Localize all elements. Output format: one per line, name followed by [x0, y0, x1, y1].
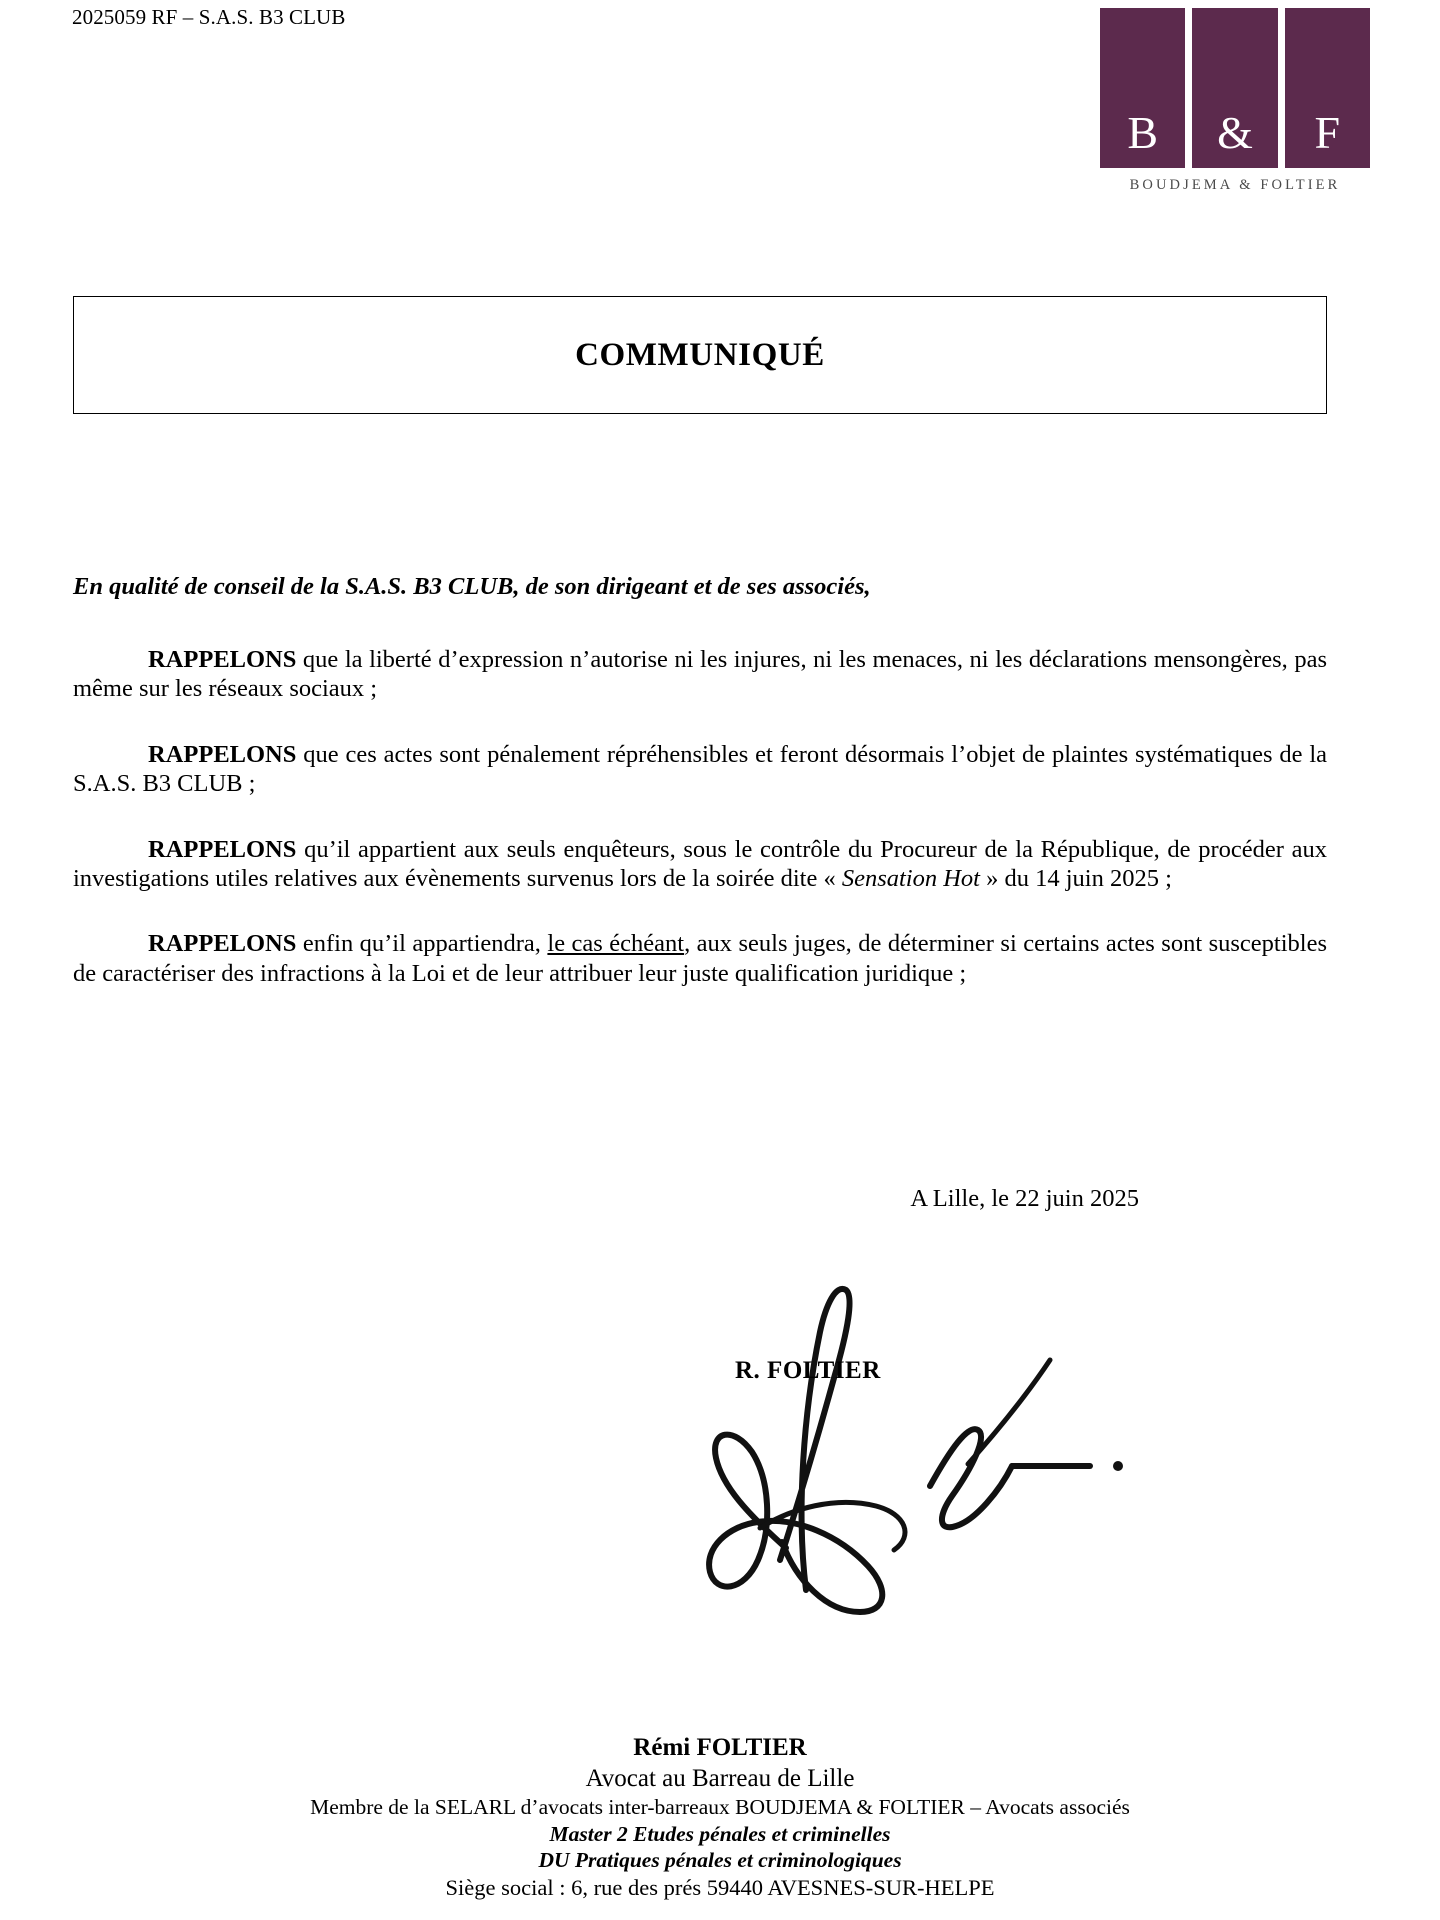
intro-paragraph: En qualité de conseil de la S.A.S. B3 CLUB, de son dirigeant et de ses associés, — [73, 573, 871, 600]
place-and-date: A Lille, le 22 juin 2025 — [910, 1185, 1139, 1212]
clause-1-lead: RAPPELONS — [148, 646, 297, 673]
clause-1 — [73, 645, 1327, 704]
document-footer — [0, 1732, 1440, 1902]
logo-bars — [1100, 8, 1370, 168]
footer-role: Avocat au Barreau de Lille — [585, 1765, 855, 1793]
footer-diploma-2: DU Pratiques pénales et criminologiques — [538, 1848, 902, 1873]
footer-membership: Membre de la SELARL d’avocats inter-barreaux BOUDJEMA & FOLTIER – Avocats associés — [310, 1795, 1130, 1820]
clause-4-lead: RAPPELONS — [148, 930, 297, 958]
clause-3 — [73, 835, 1327, 894]
document-header — [0, 0, 1440, 230]
logo-bar-amp — [1192, 8, 1277, 168]
clause-4-emphasis: le cas échéant — [547, 930, 685, 958]
footer-diploma-1: Master 2 Etudes pénales et criminelles — [549, 1821, 891, 1846]
logo-bar-b — [1100, 8, 1185, 168]
clause-4-text-before: enfin qu’il appartiendra, — [296, 930, 548, 958]
signature-block — [700, 1260, 1260, 1680]
footer-address: Siège social : 6, rue des prés 59440 AVESNES-SUR-HELPE — [445, 1875, 995, 1901]
clause-2-text: que ces actes sont pénalement répréhensibles et feront désormais l’objet de plaintes systématiques de la S.A.S. B3 CLUB ; — [73, 740, 1327, 798]
clause-1-text: que la liberté d’expression n’autorise ni les injures, ni les menaces, ni les déclarations mensongères, pas même sur les réseaux sociaux ; — [73, 646, 1327, 703]
logo-letter-f: F — [1314, 107, 1341, 158]
page-title: COMMUNIQUÉ — [575, 336, 825, 373]
signature-name: R. FOLTIER — [735, 1357, 881, 1384]
document-reference: 2025059 RF – S.A.S. B3 CLUB — [72, 5, 346, 29]
signature-icon — [700, 1260, 1260, 1680]
logo-letter-amp: & — [1217, 107, 1253, 158]
footer-name: Rémi FOLTIER — [633, 1734, 807, 1762]
logo-bar-f — [1285, 8, 1370, 168]
clause-2 — [73, 740, 1327, 799]
firm-logo — [1100, 8, 1370, 194]
clause-3-text-after: » du 14 juin 2025 ; — [980, 864, 1172, 892]
clause-2-lead: RAPPELONS — [148, 740, 297, 768]
clause-3-text-before: qu’il appartient aux seuls enquêteurs, sous le contrôle du Procureur de la République, de procéder aux investigations utiles relatives aux évènements survenus lors de la soirée dite « — [73, 835, 1327, 892]
clause-4-text-after: , aux seuls juges, de déterminer si certains actes sont susceptibles de caractériser des infractions à la Loi et de leur attribuer leur juste qualification juridique ; — [73, 930, 1327, 987]
clause-4 — [73, 929, 1327, 988]
logo-caption: BOUDJEMA & FOLTIER — [1129, 177, 1341, 193]
title-box — [73, 296, 1327, 414]
document-body — [73, 573, 1327, 988]
logo-letter-b: B — [1127, 107, 1158, 158]
clause-3-lead: RAPPELONS — [148, 835, 297, 863]
clause-3-emphasis: Sensation Hot — [841, 864, 980, 892]
